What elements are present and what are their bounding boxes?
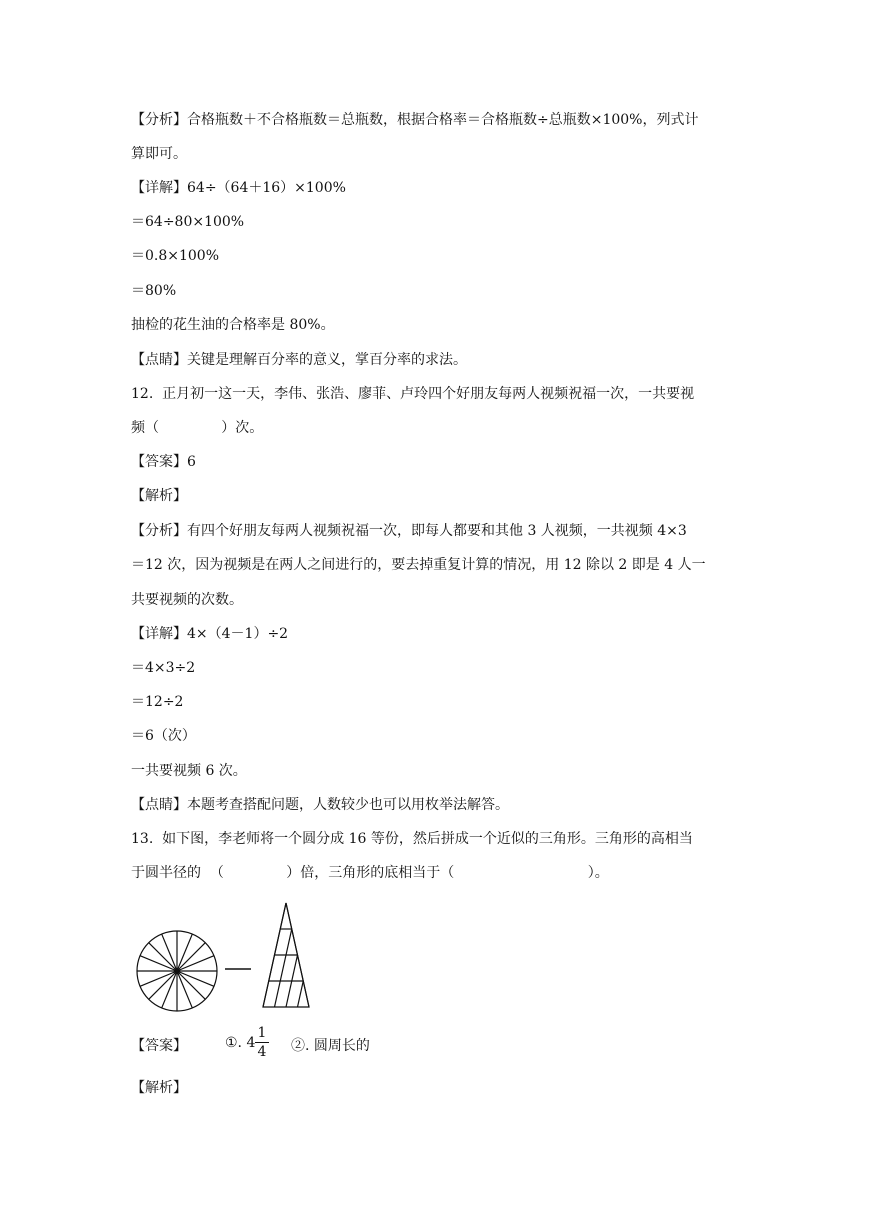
triangle-sector-edge bbox=[292, 955, 298, 981]
line-1: 算即可。 bbox=[131, 146, 187, 162]
fraction-numerator: 1 bbox=[257, 1025, 267, 1041]
approximate-triangle bbox=[263, 903, 309, 1007]
line-6: 抽检的花生油的合格率是 80%。 bbox=[131, 317, 335, 333]
line-18: ＝6（次） bbox=[131, 728, 196, 744]
answer-item-1: ①. 4 bbox=[225, 1035, 256, 1051]
triangle-sector-edge bbox=[292, 929, 298, 955]
analysis-heading: 【解析】 bbox=[131, 1080, 187, 1096]
line-9: 频（ ）次。 bbox=[131, 420, 264, 436]
answer-label: 【答案】 bbox=[131, 1038, 187, 1054]
line-16: ＝4×3÷2 bbox=[131, 660, 196, 676]
circle-radius bbox=[149, 943, 177, 971]
line-0: 【分析】合格瓶数＋不合格瓶数＝总瓶数，根据合格率＝合格瓶数÷总瓶数×100%，列式计 bbox=[131, 112, 699, 128]
triangle-sector-edge bbox=[280, 955, 286, 981]
line-15: 【详解】4×（4－1）÷2 bbox=[131, 626, 289, 642]
line-8: 12. 正月初一这一天，李伟、张浩、廖菲、卢玲四个好朋友每两人视频祝福一次，一共要视 bbox=[131, 386, 695, 402]
circle-radius bbox=[177, 943, 205, 971]
line-19: 一共要视频 6 次。 bbox=[131, 763, 247, 779]
line-21: 13. 如下图，李老师将一个圆分成 16 等份，然后拼成一个近似的三角形。三角形的高相当 bbox=[131, 831, 693, 847]
triangle-sector-edge bbox=[286, 929, 292, 955]
fraction-denominator: 4 bbox=[257, 1044, 267, 1060]
circle-radius bbox=[149, 971, 177, 999]
triangle-sector-edge bbox=[298, 955, 304, 981]
line-14: 共要视频的次数。 bbox=[131, 592, 243, 608]
line-12: 【分析】有四个好朋友每两人视频祝福一次，即每人都要和其他 3 人视频，一共视频 4×3 bbox=[131, 523, 687, 539]
line-11: 【解析】 bbox=[131, 488, 187, 504]
circle-to-triangle-figure bbox=[131, 895, 311, 1020]
fraction-bar bbox=[255, 1042, 269, 1043]
triangle-sector-edge bbox=[303, 981, 309, 1007]
triangle-sector-edge bbox=[269, 955, 275, 981]
triangle-sector-edge bbox=[298, 981, 304, 1007]
circle-center bbox=[175, 969, 180, 974]
line-2: 【详解】64÷（64＋16）×100% bbox=[131, 180, 346, 196]
triangle-sector-edge bbox=[263, 981, 269, 1007]
line-7: 【点睛】关键是理解百分率的意义，掌百分率的求法。 bbox=[131, 352, 467, 368]
line-10: 【答案】6 bbox=[131, 454, 196, 470]
circle-radius bbox=[177, 971, 205, 999]
line-17: ＝12÷2 bbox=[131, 694, 184, 710]
divided-circle bbox=[137, 931, 217, 1011]
line-5: ＝80% bbox=[131, 283, 177, 299]
line-20: 【点睛】本题考查搭配问题，人数较少也可以用枚举法解答。 bbox=[131, 797, 509, 813]
line-13: ＝12 次，因为视频是在两人之间进行的，要去掉重复计算的情况，用 12 除以 2 即是 4 人一 bbox=[131, 557, 706, 573]
triangle-sector-edge bbox=[286, 903, 292, 929]
answer-item-2: ②. 圆周长的 bbox=[291, 1038, 370, 1054]
fraction-one-quarter bbox=[255, 1025, 269, 1060]
triangle-sector-edge bbox=[286, 981, 292, 1007]
triangle-sector-edge bbox=[275, 929, 281, 955]
line-22: 于圆半径的 （ ）倍，三角形的底相当于（ ）。 bbox=[131, 865, 609, 881]
triangle-sector-edge bbox=[280, 903, 286, 929]
line-3: ＝64÷80×100% bbox=[131, 214, 245, 230]
line-4: ＝0.8×100% bbox=[131, 248, 220, 264]
triangle-sector-edge bbox=[275, 981, 281, 1007]
